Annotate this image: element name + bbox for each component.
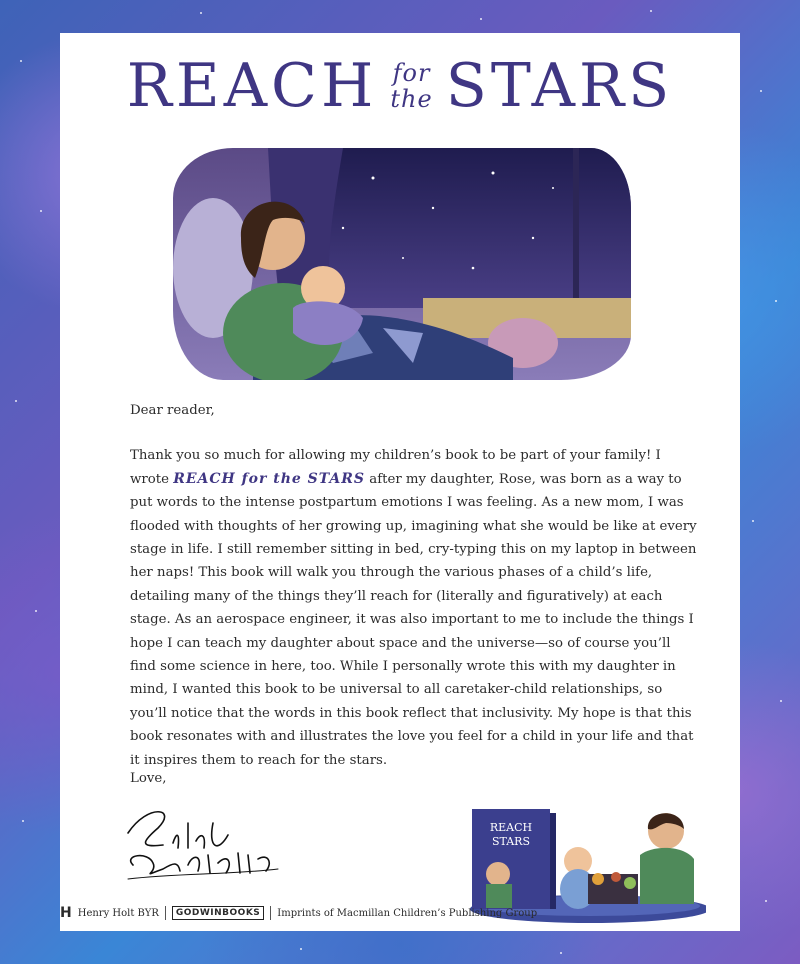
henry-holt-logo-icon: H (60, 905, 72, 921)
paragraph-body: after my daughter, Rose, was born as a way to put words to the intense postpartum emotions I was feeling. As a new mom, I was flooded with thoughts of her growing up, imagining what she would be like at every stage in life. I still remember sitting in bed, cry-typing this on my laptop in between her naps! This book will walk you through the various phases of a child’s life, detailing many of the things they’ll reach for (literally and figuratively) at each stage. As an aerospace engineer, it was also important to me to include the things I hope I can teach my daughter about space and the universe—so of course you’ll find some science in here, too. While I personally wrote this with my daughter in mind, I wanted this book to be universal to all caretaker-child relationships, so you’ll notice that the words in this book reflect that inclusivity. My hope is that this book resonates with and illustrates the love you feel for a child in your life and that it inspires them to reach for the stars. (130, 471, 697, 768)
letter-body (130, 399, 700, 772)
salutation: Dear reader, (130, 403, 215, 418)
closing: Love, (130, 771, 167, 786)
imprint-henry-holt: Henry Holt BYR (77, 907, 159, 919)
publisher-footer (60, 903, 537, 923)
divider (165, 906, 166, 920)
title-the: the (390, 85, 433, 113)
svg-text:STARS: STARS (491, 835, 531, 848)
title-for: for (392, 59, 431, 87)
title-reach: REACH (126, 51, 378, 121)
imprint-godwin-logo: GODWINBOOKS (172, 906, 264, 920)
letter-card (60, 33, 740, 931)
letter-paragraph (130, 444, 700, 772)
svg-text:REACH: REACH (489, 821, 533, 834)
title-for-the (390, 60, 432, 112)
divider (270, 906, 271, 920)
author-signature (118, 793, 288, 888)
inline-book-title: REACH for the STARS (173, 470, 366, 487)
book-title (60, 51, 740, 121)
book-cover-icon (472, 809, 556, 909)
imprints-text: Imprints of Macmillan Children’s Publishing Group (277, 907, 538, 919)
title-stars: STARS (445, 51, 674, 121)
header-illustration (173, 148, 631, 380)
paragraph-intro: Thank you so much for allowing my children’s book to be part of your family! I wrote (130, 448, 661, 487)
